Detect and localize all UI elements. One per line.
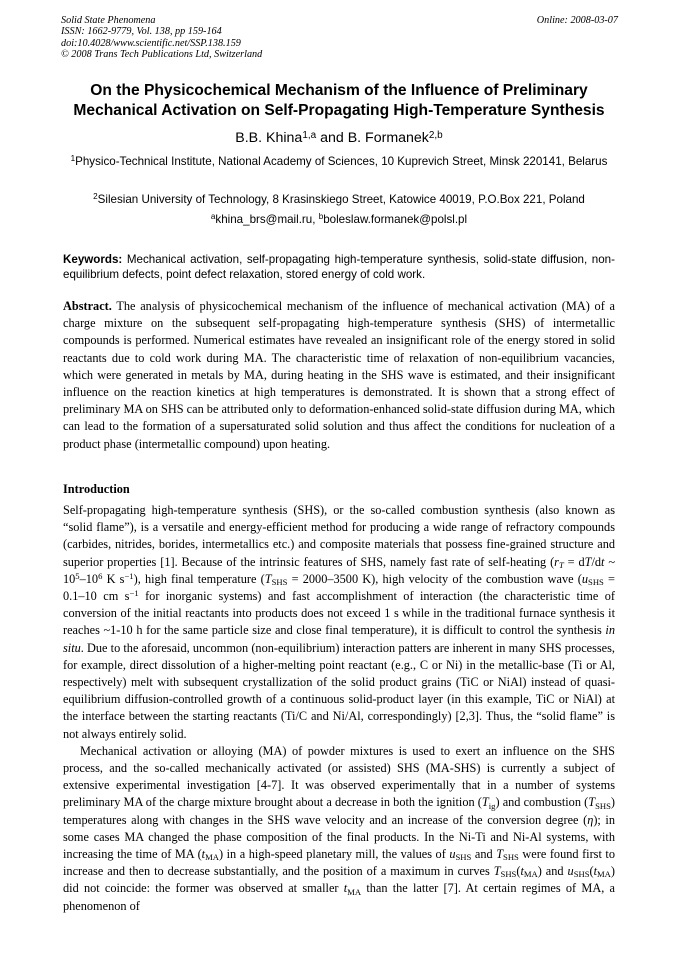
email-2[interactable]: boleslaw.formanek@polsl.pl (323, 213, 468, 226)
affiliation-1-number: 1 (70, 154, 76, 164)
affiliation-2 (55, 192, 623, 208)
affiliation-2-text: Silesian University of Technology, 8 Krasinskiego Street, Katowice 40019, P.O.Box 221, Poland (97, 193, 585, 206)
author-1-affil: 1,a (302, 129, 317, 141)
doi-line[interactable]: doi:10.4028/www.scientific.net/SSP.138.159 (61, 37, 241, 49)
email-line (55, 212, 623, 228)
intro-paragraph-2: Mechanical activation or alloying (MA) of powder mixtures is used to exert an influence on the SHS process, and the so-called mechanically activated (or assisted) SHS (MA-SHS) is currently a subject of extensive experimental investigation [4-7]. It was observed experimentally that in a number of systems preliminary MA of the charge mixture brought about a decrease in both the ignition $(T_{ig})$ and combustion $(T_{SHS})$ temperatures along with changes in the SHS wave velocity and an increase of the conversion degree (η); in some cases MA changed the phase composition of the final products. In the Ni-Ti and Ni-Al systems, with increasing the time of MA $(t_{MA})$ in a high-speed planetary mill, the values of $u_{SHS}$ and $T_{SHS}$ were found first to increase and then to decrease substantially, and the position of a maximum in curves $T_{SHS}(t_{MA})$ and $u_{SHS}(t_{MA})$ did not coincide: the former was observed at smaller $t_{MA}$ than the latter [7]. At certain regimes of MA, a phenomenon of (63, 743, 616, 913)
section-heading-introduction: Introduction (63, 482, 130, 496)
abstract (63, 298, 615, 453)
author-2: B. Formanek (347, 130, 429, 146)
title-line-2: Mechanical Activation on Self-Propagating High-Temperature Synthesis (73, 101, 605, 119)
author-separator: and (316, 130, 348, 146)
abstract-text: The analysis of physicochemical mechanism of the influence of mechanical activation (MA) of a charge mixture on the subsequent self-propagating high-temperature synthesis (SHS) of intermetallic compounds is performed. Numerical estimates have revealed an insignificant role of the energy stored in solid reactants due to cold work during MA. The characteristic time of relaxation of non-equilibrium vacancies, which were generated in metals by MA, during heating in the SHS wave is estimated, and their insignificant influence on the reaction kinetics at high temperatures is demonstrated. It is shown that a strong effect of preliminary MA on SHS can be attributed only to deformation-enhanced solid-state diffusion during MA, which can lead to the formation of a supersaturated solid solution and thus affect the conditions for nucleation of a product phase (intermetallic compound) upon heating. (63, 299, 616, 451)
issn-line: ISSN: 1662-9779, Vol. 138, pp 159-164 (61, 26, 222, 38)
email-b-mark: b (318, 212, 324, 222)
journal-name: Solid State Phenomena (61, 15, 156, 26)
journal-header (61, 15, 618, 61)
author-2-affil: 2,b (428, 129, 443, 141)
copyright-line: © 2008 Trans Tech Publications Ltd, Switzerland (61, 49, 263, 61)
email-1[interactable]: khina_brs@mail.ru, (215, 213, 319, 226)
author-list (40, 129, 638, 147)
keywords-text: Mechanical activation, self-propagating high-temperature synthesis, solid-state diffusion, non-equilibrium defects, point defect relaxation, stored energy of cold work. (63, 253, 615, 281)
email-a-mark: a (210, 212, 216, 222)
paper-title (40, 81, 638, 120)
intro-paragraph-1: Self-propagating high-temperature synthesis (SHS), or the so-called combustion synthesis (also known as “solid flame”), is a versatile and energy-efficient method for producing a wide range of refractory compounds (carbides, nitrides, borides, intermetallics etc.) and composite materials that possess fine-grained structure and superior properties [1]. Because of the intrinsic features of SHS, namely fast rate of self-heating ($r_T = dT/dt$ ~ $10^5-10^6$ K $s^{-1}$), high final temperature ($T_{SHS} = 2000-3500$ K), high velocity of the combustion wave ($u_{SHS} = 0.1-10$ cm $s^{-1}$ for inorganic systems) and fast accomplishment of interaction (the characteristic time of conversion of the initial reactants into products does not exceed 1 s while in the traditional furnace synthesis it reaches ~1-10 h for the same particle size and close final temperature), it is difficult to control the synthesis in situ. Due to the aforesaid, uncommon (non-equilibrium) interaction patters are inherent in many SHS processes, for example, direct dissolution of a higher-melting point reactant (e.g., C or Ni) in the metallic-base (Ti or Al, respectively) melt with subsequent crystallization of the solid product grains (TiC or NiAl) instead of quasi-equilibrium diffusion-controlled growth of a continuous solid-product layer (in this example, TiC or NiAl) at the interface between the starting reactants (Ti/C and Ni/Al, correspondingly) [2,3]. Thus, the “solid flame” is not always entirely solid. (63, 503, 616, 741)
introduction-body (63, 502, 615, 915)
online-date: Online: 2008-03-07 (536, 15, 618, 26)
keywords-label: Keywords: (63, 253, 123, 266)
affiliation-1-text: Physico-Technical Institute, National Academy of Sciences, 10 Kuprevich Street, Minsk 220141, Belarus (75, 155, 608, 168)
abstract-label: Abstract. (63, 299, 112, 313)
affiliation-2-number: 2 (93, 192, 98, 202)
keywords (63, 252, 615, 282)
title-line-1: On the Physicochemical Mechanism of the Influence of Preliminary (90, 82, 588, 99)
affiliation-1 (55, 154, 623, 170)
author-1: B.B. Khina (235, 130, 303, 146)
